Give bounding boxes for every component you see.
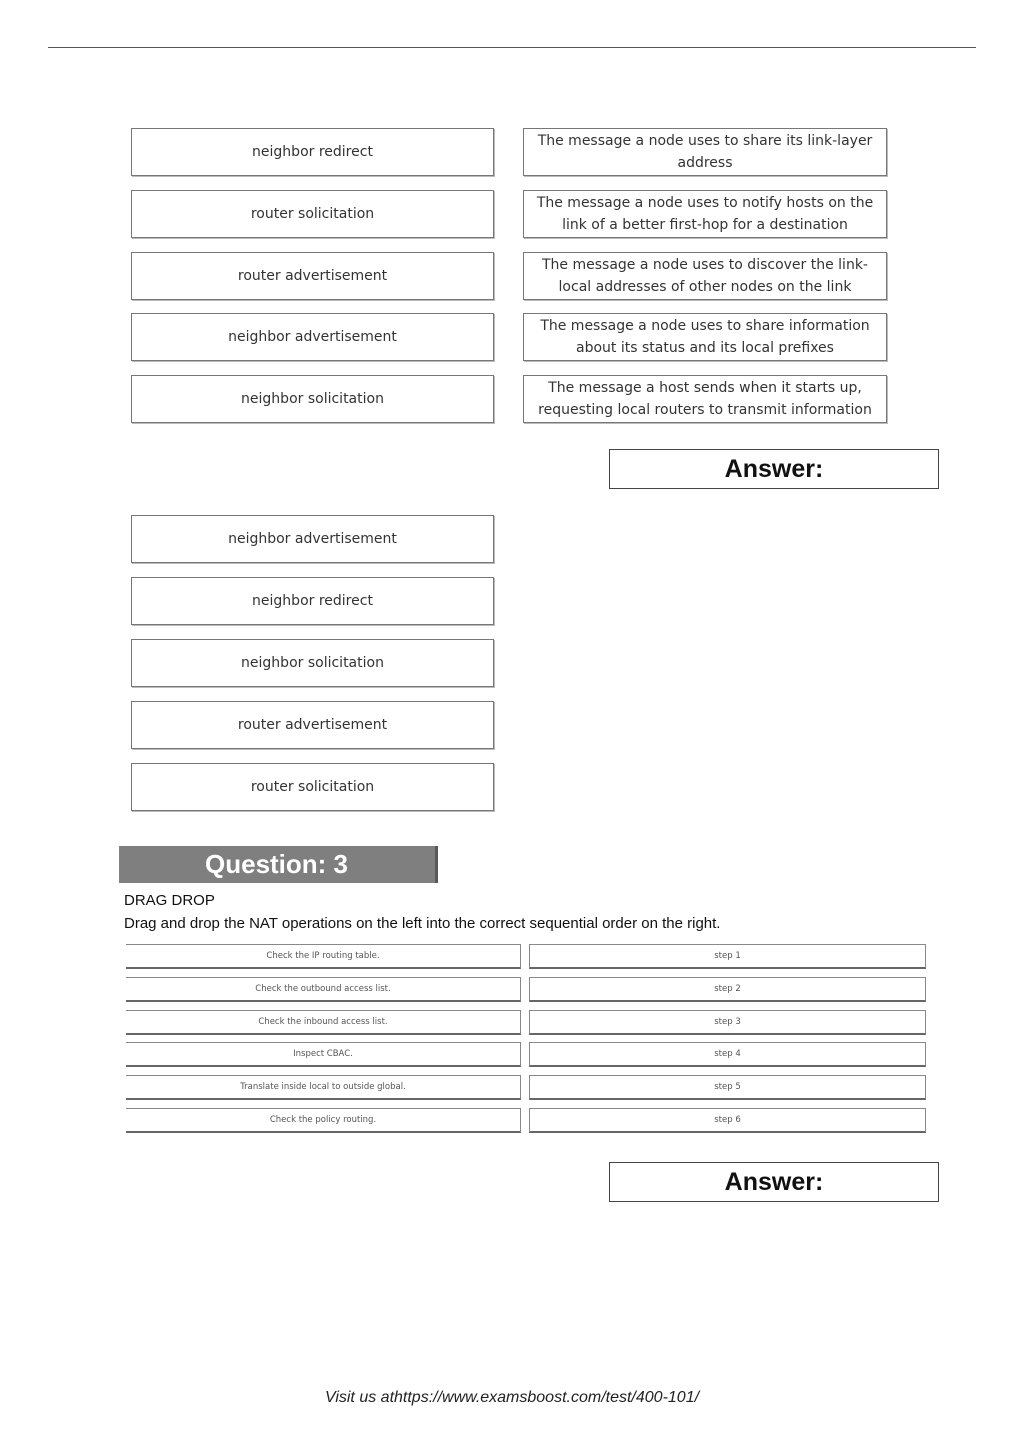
q2-target-2[interactable]: The message a node uses to notify hosts on the link of a better first-hop for a destination [523, 190, 887, 238]
q3-operation-3[interactable]: Check the inbound access list. [126, 1010, 521, 1035]
question-3-text: Drag and drop the NAT operations on the left into the correct sequential order on the right. [124, 915, 721, 932]
q2-answer-4: router advertisement [131, 701, 494, 749]
q2-option-2[interactable]: router solicitation [131, 190, 494, 238]
question-3-title: Question: 3 [205, 849, 349, 879]
q3-step-6[interactable]: step 6 [529, 1108, 926, 1133]
q2-option-3[interactable]: router advertisement [131, 252, 494, 300]
q2-target-4[interactable]: The message a node uses to share information about its status and its local prefixes [523, 313, 887, 361]
question-3-type: DRAG DROP [124, 892, 215, 909]
q2-option-5[interactable]: neighbor solicitation [131, 375, 494, 423]
q3-step-3[interactable]: step 3 [529, 1010, 926, 1035]
q2-answer-5: router solicitation [131, 763, 494, 811]
q2-target-1[interactable]: The message a node uses to share its link-layer address [523, 128, 887, 176]
q3-operation-6[interactable]: Check the policy routing. [126, 1108, 521, 1133]
q3-step-1[interactable]: step 1 [529, 944, 926, 969]
q3-operation-5[interactable]: Translate inside local to outside global. [126, 1075, 521, 1100]
q2-answer-1: neighbor advertisement [131, 515, 494, 563]
header-rule [48, 47, 976, 48]
q3-step-2[interactable]: step 2 [529, 977, 926, 1002]
footer-link[interactable]: Visit us athttps://www.examsboost.com/test/400-101/ [324, 1389, 700, 1406]
q2-target-5[interactable]: The message a host sends when it starts up, requesting local routers to transmit information [523, 375, 887, 423]
question-3-banner [119, 846, 438, 883]
q3-step-5[interactable]: step 5 [529, 1075, 926, 1100]
q2-answer-label: Answer: [609, 449, 939, 489]
q3-operation-1[interactable]: Check the IP routing table. [126, 944, 521, 969]
q2-target-3[interactable]: The message a node uses to discover the link-local addresses of other nodes on the link [523, 252, 887, 300]
q2-option-4[interactable]: neighbor advertisement [131, 313, 494, 361]
q2-option-1[interactable]: neighbor redirect [131, 128, 494, 176]
q3-operation-4[interactable]: Inspect CBAC. [126, 1042, 521, 1067]
q2-answer-3: neighbor solicitation [131, 639, 494, 687]
q3-operation-2[interactable]: Check the outbound access list. [126, 977, 521, 1002]
q2-answer-2: neighbor redirect [131, 577, 494, 625]
q3-step-4[interactable]: step 4 [529, 1042, 926, 1067]
q3-answer-label: Answer: [609, 1162, 939, 1202]
